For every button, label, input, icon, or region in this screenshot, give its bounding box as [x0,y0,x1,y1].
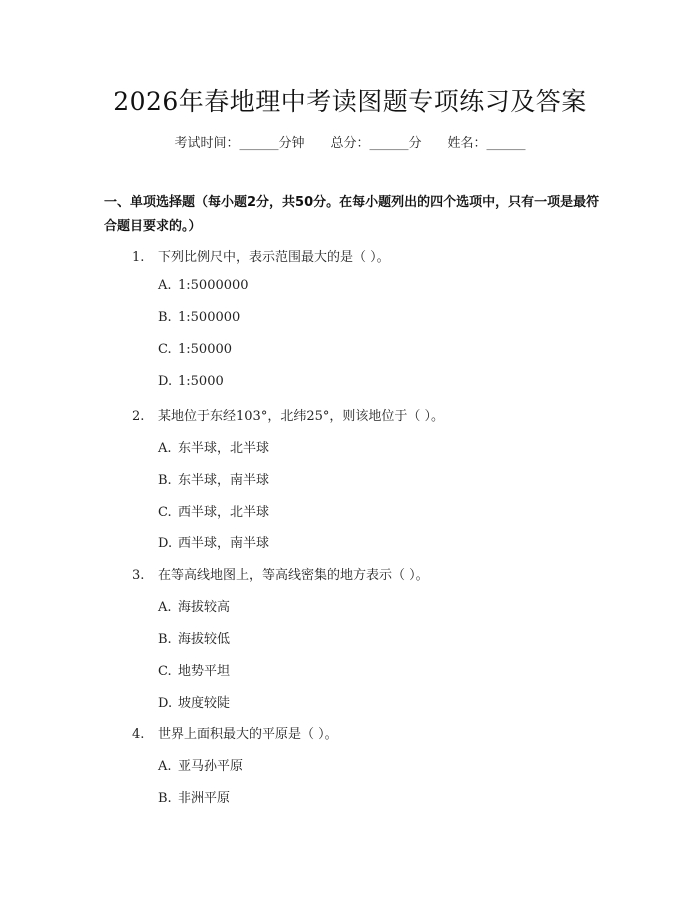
score-blank: ______ [369,136,409,151]
option-3a [158,596,230,615]
time-unit: 分钟 [278,136,305,151]
option-2d [158,532,269,551]
option-letter: C. [158,342,172,357]
question-text: 在等高线地图上，等高线密集的地方表示（ ）。 [158,568,429,583]
option-letter: A. [158,278,172,293]
exam-meta [0,132,700,151]
option-letter: A. [158,600,172,615]
question-text: 某地位于东经103°，北纬25°，则该地位于（ ）。 [158,409,444,424]
option-text: 坡度较陡 [178,696,231,711]
option-1a [158,278,249,293]
option-1b [158,310,240,325]
time-blank: ______ [239,136,279,151]
option-4b [158,787,230,806]
name-label: 姓名： [447,136,487,151]
score-label: 总分： [330,136,370,151]
score-unit: 分 [408,136,422,151]
option-letter: A. [158,441,172,456]
option-letter: C. [158,505,172,520]
option-letter: B. [158,473,172,488]
option-letter: B. [158,791,172,806]
option-2b [158,469,269,488]
name-blank: ______ [486,136,526,151]
option-2c [158,501,269,520]
question-number: 2. [132,409,145,424]
question-number: 1. [132,250,145,265]
option-3c [158,660,230,679]
option-text: 西半球，南半球 [178,536,270,551]
section-heading: 一、单项选择题（每小题2分，共50分。在每小题列出的四个选项中，只有一项是最符合题目要求的。） [104,195,600,234]
question-number: 3. [132,568,145,583]
option-text: 西半球，北半球 [178,505,270,520]
question-1 [132,246,390,265]
option-text: 1:5000 [178,374,224,389]
option-1d [158,374,224,389]
option-letter: B. [158,632,172,647]
option-letter: A. [158,759,172,774]
option-3d [158,692,230,711]
option-text: 1:5000000 [178,278,249,293]
option-3b [158,628,230,647]
option-2a [158,437,269,456]
question-number: 4. [132,727,145,742]
question-2 [132,405,444,424]
option-4a [158,755,243,774]
question-text: 下列比例尺中，表示范围最大的是（ ）。 [158,250,390,265]
time-label: 考试时间： [174,136,240,151]
question-4 [132,723,338,742]
option-letter: B. [158,310,172,325]
option-text: 亚马孙平原 [178,759,244,774]
option-text: 东半球，南半球 [178,473,270,488]
option-text: 地势平坦 [178,664,231,679]
option-text: 东半球，北半球 [178,441,270,456]
option-letter: D. [158,374,173,389]
page-title: 2026年春地理中考读图题专项练习及答案 [113,87,587,116]
option-text: 非洲平原 [178,791,231,806]
question-3 [132,564,429,583]
option-text: 海拔较高 [178,600,231,615]
option-letter: C. [158,664,172,679]
option-letter: D. [158,696,173,711]
option-text: 1:50000 [178,342,233,357]
option-1c [158,342,232,357]
option-letter: D. [158,536,173,551]
option-text: 海拔较低 [178,632,231,647]
option-text: 1:500000 [178,310,241,325]
question-text: 世界上面积最大的平原是（ ）。 [158,727,338,742]
